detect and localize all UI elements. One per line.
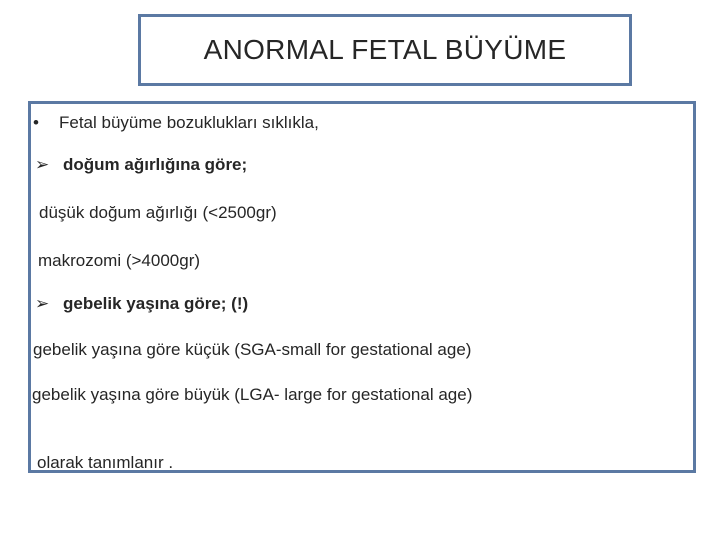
closing-line: olarak tanımlanır . bbox=[37, 453, 174, 472]
gestational-age-heading bbox=[35, 295, 248, 312]
sga-line: gebelik yaşına göre küçük (SGA-small for gestational age) bbox=[33, 340, 472, 359]
birth-weight-heading bbox=[35, 156, 247, 173]
slide-title: ANORMAL FETAL BÜYÜME bbox=[203, 34, 567, 65]
content-box bbox=[28, 101, 696, 473]
title-box bbox=[138, 14, 632, 86]
bullet-dot: • bbox=[33, 113, 39, 132]
macrosomia-line: makrozomi (>4000gr) bbox=[38, 251, 201, 270]
intro-text: Fetal büyüme bozuklukları sıklıkla, bbox=[59, 113, 319, 132]
gestational-age-heading-text: gebelik yaşına göre; (!) bbox=[63, 294, 249, 313]
intro-line bbox=[33, 114, 319, 131]
lga-line: gebelik yaşına göre büyük (LGA- large for gestational age) bbox=[32, 385, 473, 404]
arrow-bullet-icon: ➢ bbox=[35, 155, 50, 174]
low-birth-weight-line: düşük doğum ağırlığı (<2500gr) bbox=[39, 203, 277, 222]
arrow-bullet-icon: ➢ bbox=[35, 294, 50, 313]
birth-weight-heading-text: doğum ağırlığına göre; bbox=[63, 155, 248, 174]
